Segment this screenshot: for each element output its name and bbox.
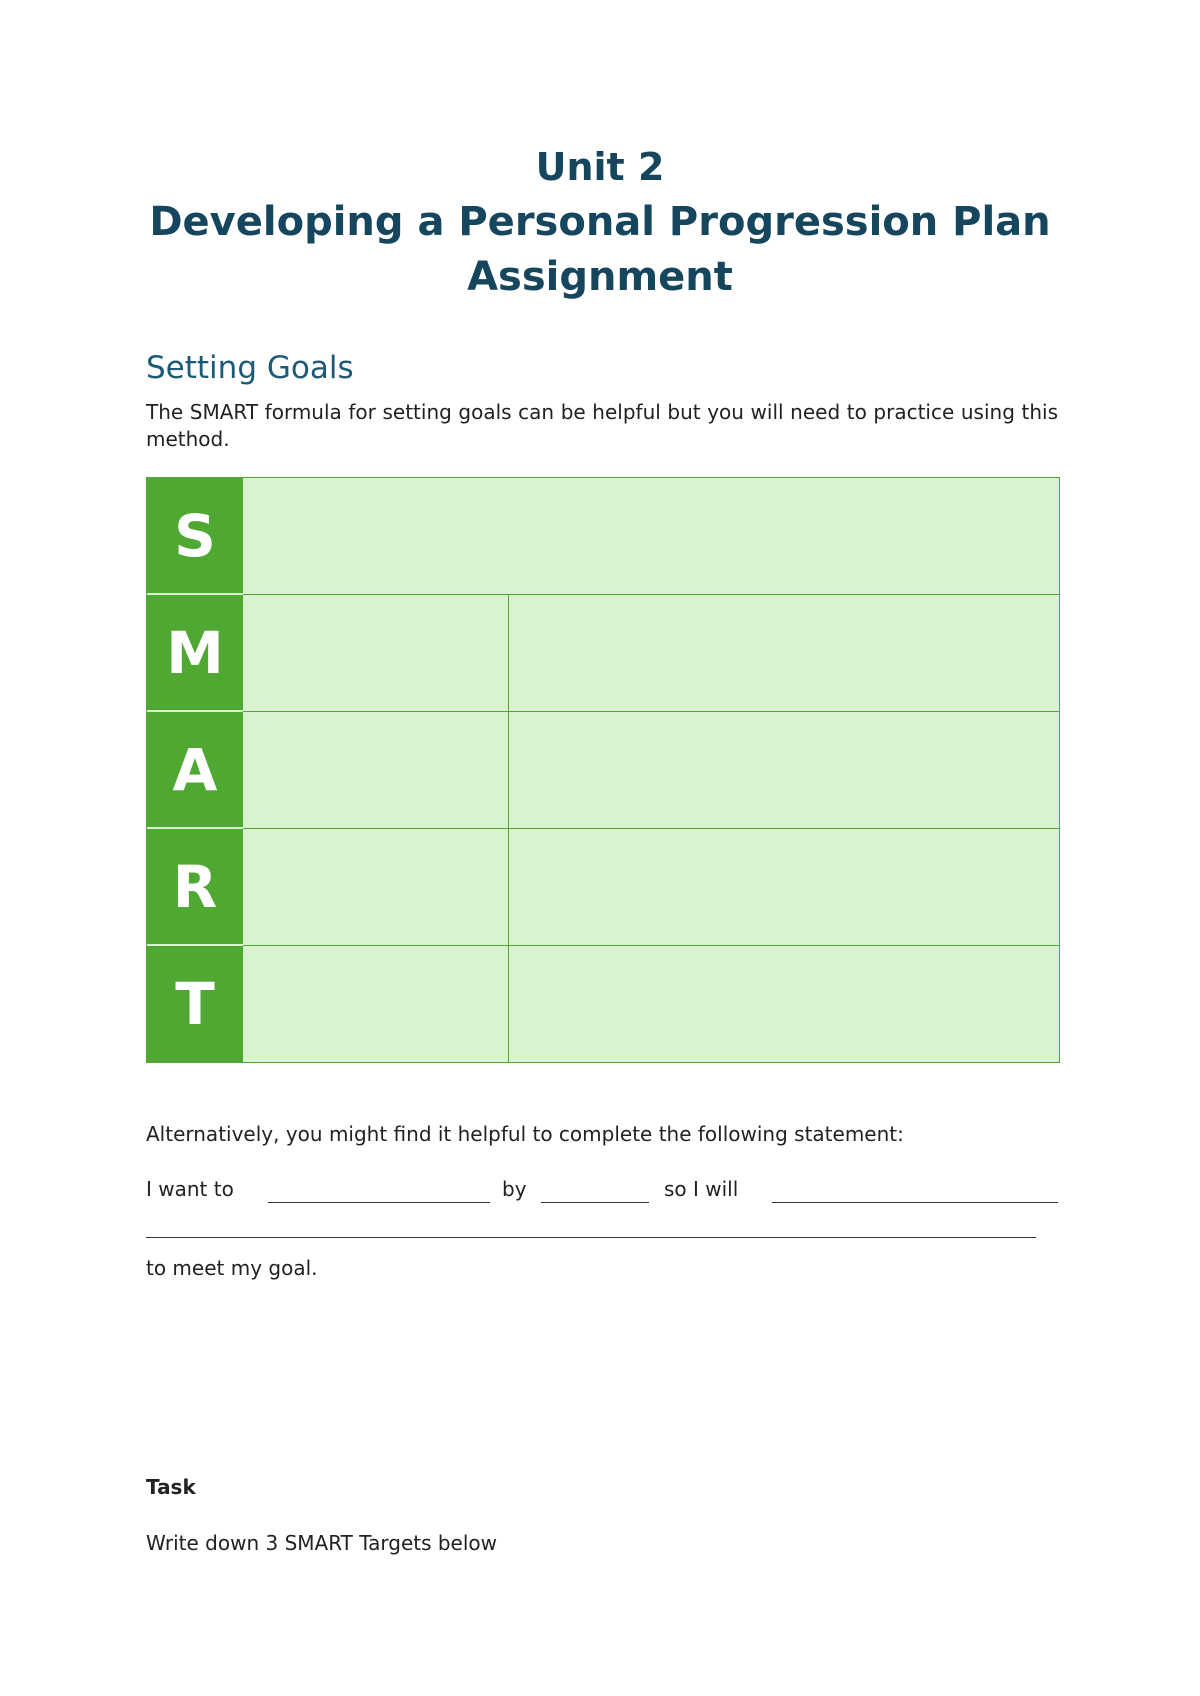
intro-paragraph: The SMART formula for setting goals can be helpful but you will need to practice using this method. bbox=[146, 400, 1058, 451]
statement-to-meet: to meet my goal. bbox=[146, 1256, 318, 1280]
smart-cell[interactable] bbox=[509, 712, 1059, 829]
smart-row-t bbox=[147, 946, 1059, 1062]
smart-cell[interactable] bbox=[243, 712, 509, 829]
document-title-line2: Assignment bbox=[467, 254, 733, 300]
smart-letter-m: M bbox=[147, 595, 243, 712]
alternative-paragraph: Alternatively, you might find it helpful to complete the following statement: bbox=[146, 1122, 904, 1146]
task-heading: Task bbox=[146, 1475, 196, 1499]
smart-cell[interactable] bbox=[243, 829, 509, 946]
smart-row-a bbox=[147, 712, 1059, 829]
smart-table bbox=[146, 477, 1060, 1063]
date-blank[interactable] bbox=[541, 1202, 649, 1203]
smart-row-r bbox=[147, 829, 1059, 946]
smart-cell[interactable] bbox=[509, 946, 1059, 1062]
smart-cell[interactable] bbox=[243, 478, 1059, 595]
smart-letter-r: R bbox=[147, 829, 243, 946]
smart-letter-a: A bbox=[147, 712, 243, 829]
smart-row-m bbox=[147, 595, 1059, 712]
task-instruction: Write down 3 SMART Targets below bbox=[146, 1531, 498, 1555]
statement-i-want-to: I want to bbox=[146, 1177, 234, 1201]
smart-cell[interactable] bbox=[243, 946, 509, 1062]
smart-cell[interactable] bbox=[509, 595, 1059, 712]
statement-by: by bbox=[502, 1177, 527, 1201]
statement-so-i-will: so I will bbox=[664, 1177, 739, 1201]
smart-cell[interactable] bbox=[243, 595, 509, 712]
statement-line bbox=[146, 1177, 1058, 1207]
smart-letter-t: T bbox=[147, 946, 243, 1062]
document-title: Developing a Personal Progression Plan bbox=[149, 199, 1051, 245]
section-heading: Setting Goals bbox=[146, 350, 354, 386]
action-blank-continued[interactable] bbox=[146, 1237, 1036, 1238]
smart-letter-s: S bbox=[147, 478, 243, 595]
unit-title: Unit 2 bbox=[535, 145, 665, 189]
smart-cell[interactable] bbox=[509, 829, 1059, 946]
smart-row-s bbox=[147, 478, 1059, 595]
goal-blank[interactable] bbox=[268, 1202, 490, 1203]
action-blank[interactable] bbox=[772, 1202, 1058, 1203]
